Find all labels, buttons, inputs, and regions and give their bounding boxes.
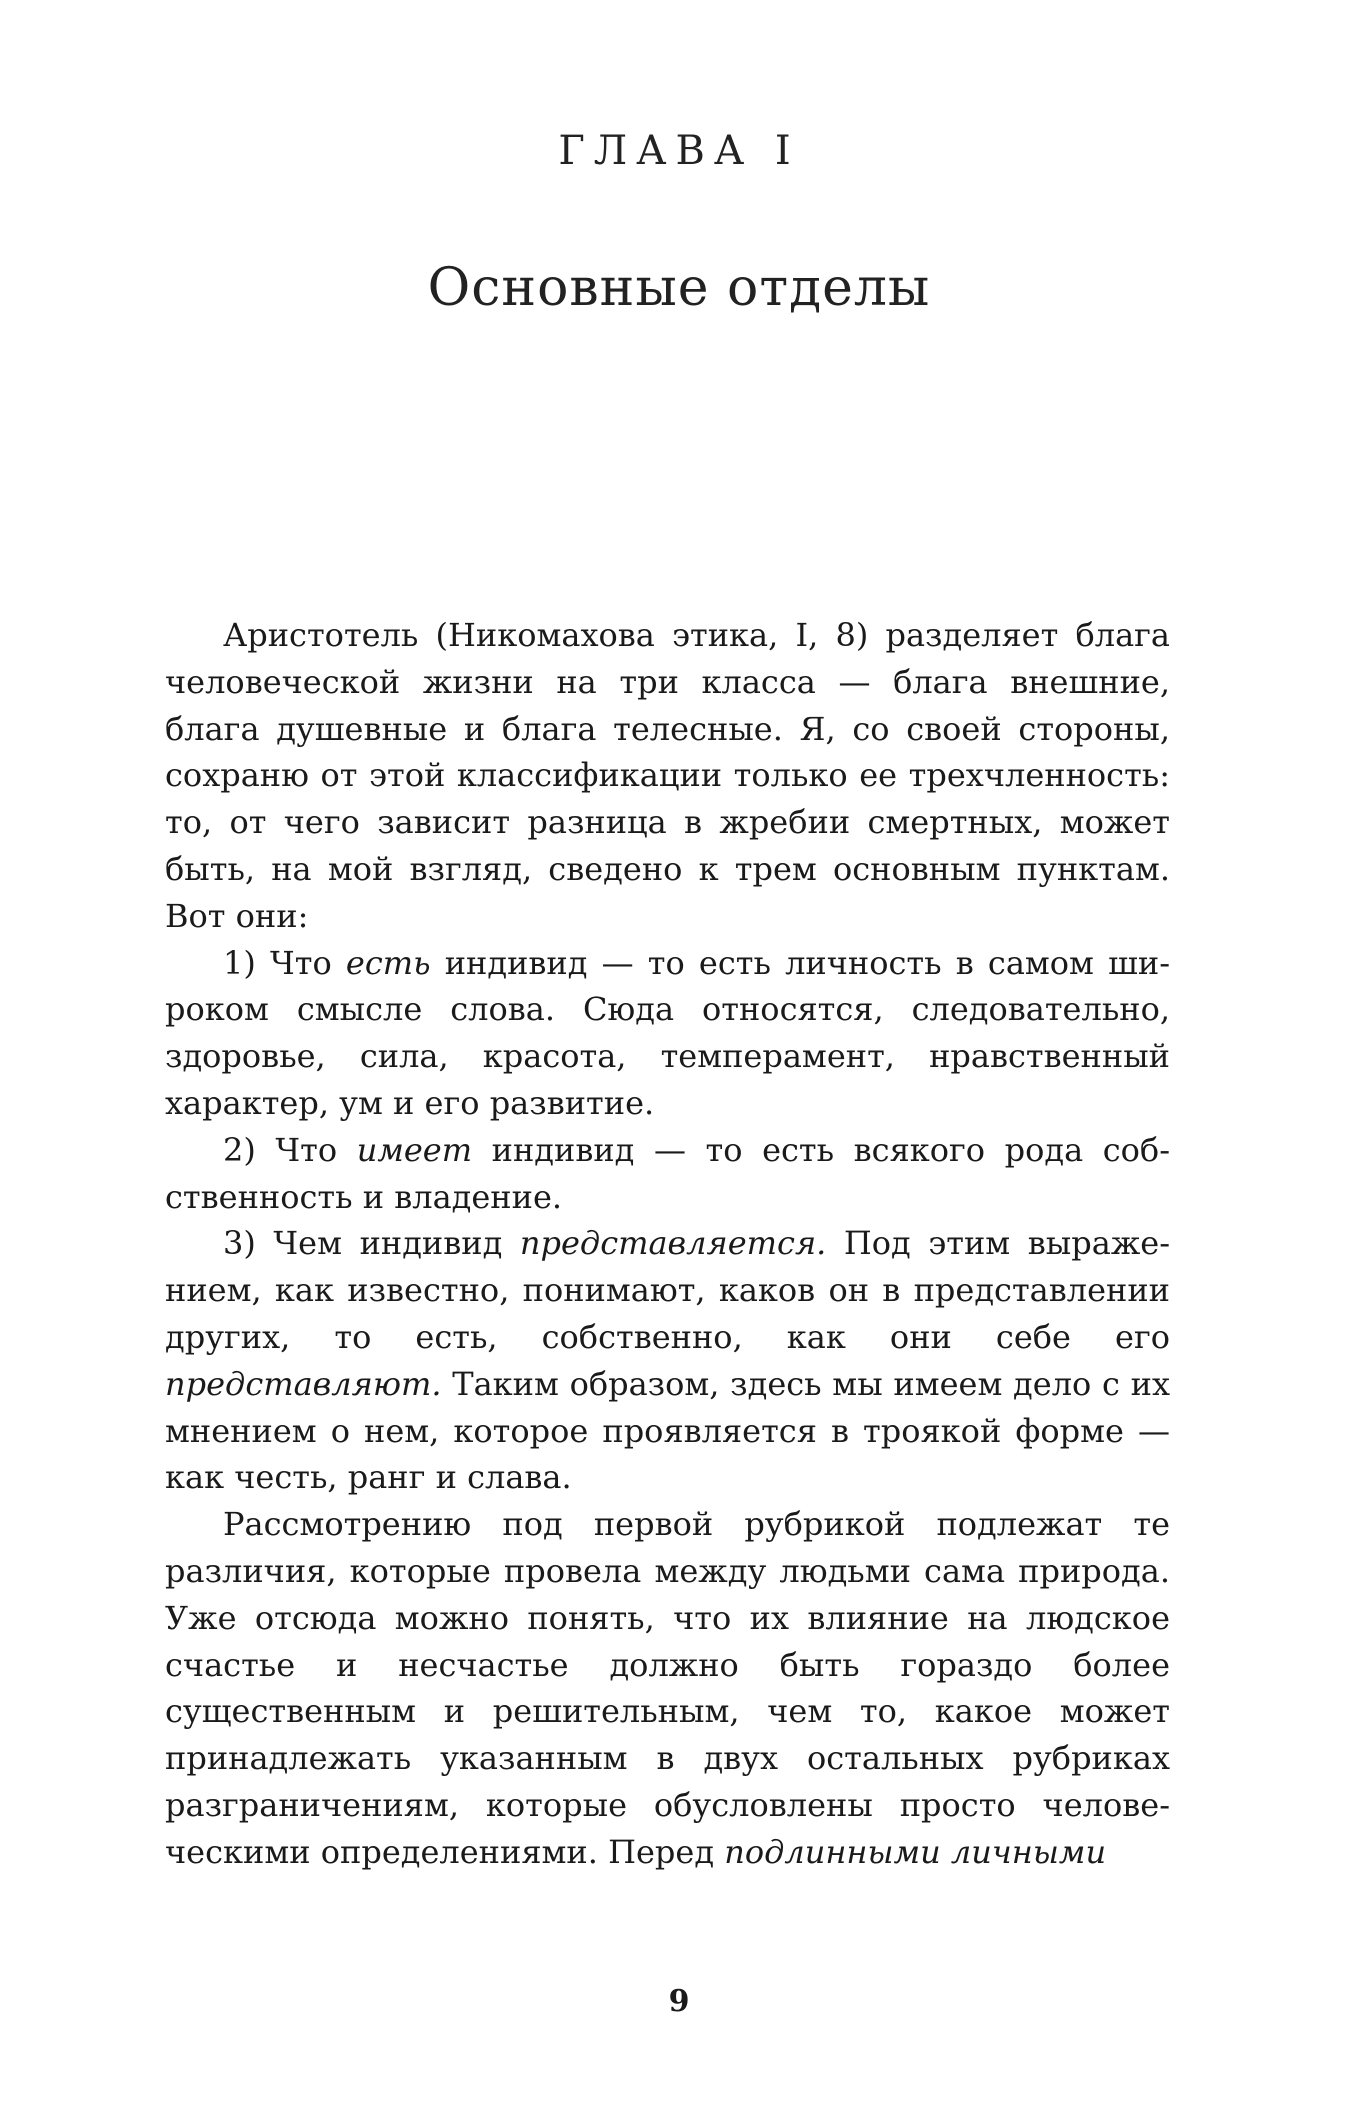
text-run: индивид — то есть личность в самом широком смысле слова. Сюда относятся, следовательно, здоровье, сила, красота, темперамент, нравственный характер, ум и его развитие.	[165, 943, 1171, 1122]
emphasis-run: представляется.	[519, 1224, 827, 1263]
paragraph-rubric-one	[165, 1501, 1170, 1875]
paragraph-item-2	[165, 1127, 1170, 1221]
text-run: 2) Что	[223, 1130, 357, 1169]
paragraph-intro	[165, 612, 1170, 940]
chapter-label: ГЛАВА I	[558, 128, 800, 174]
text-run: Под этим выражением, как известно, понимают, каков он в представлении других, то есть, собственно, как они себе его	[165, 1224, 1170, 1356]
emphasis-run: имеет	[356, 1130, 473, 1169]
emphasis-run: представляют.	[165, 1364, 442, 1403]
text-run: 1) Что	[223, 943, 346, 982]
chapter-title: Основные отделы	[427, 258, 931, 318]
emphasis-run: подлинными личными	[724, 1832, 1107, 1871]
paragraph-item-1	[165, 940, 1170, 1127]
paragraph-item-3	[165, 1220, 1170, 1501]
page-number: 9	[668, 1984, 690, 2019]
emphasis-run: есть	[345, 943, 431, 982]
text-run: Аристотель (Никомахова этика, I, 8) разделяет блага человеческой жизни на три класса — блага внешние, блага душевные и блага телесные. Я, со своей стороны, сохраню от этой классификации только ее трехчленность: то, от чего зависит разница в жребии смертных, может быть, на мой взгляд, сведено к трем основным пунктам. Вот они:	[165, 616, 1170, 935]
body-text	[165, 612, 1170, 1876]
text-run: Рассмотрению под первой рубрикой подлежат те различия, которые провела между людьми сама природа. Уже отсюда можно понять, что их влияние на людское счастье и несчастье должно быть гораздо более существенным и решительным, чем то, какое может принадлежать указанным в двух остальных рубриках разграничениям, которые обусловлены просто человеческими определениями. Перед	[165, 1505, 1170, 1871]
text-run: 3) Чем индивид	[223, 1224, 520, 1263]
text-run: индивид — то есть всякого рода собственность и владение.	[165, 1130, 1171, 1216]
text-run: Таким образом, здесь мы имеем дело с их мнением о нем, которое проявляется в троякой форме — как честь, ранг и слава.	[165, 1364, 1170, 1497]
